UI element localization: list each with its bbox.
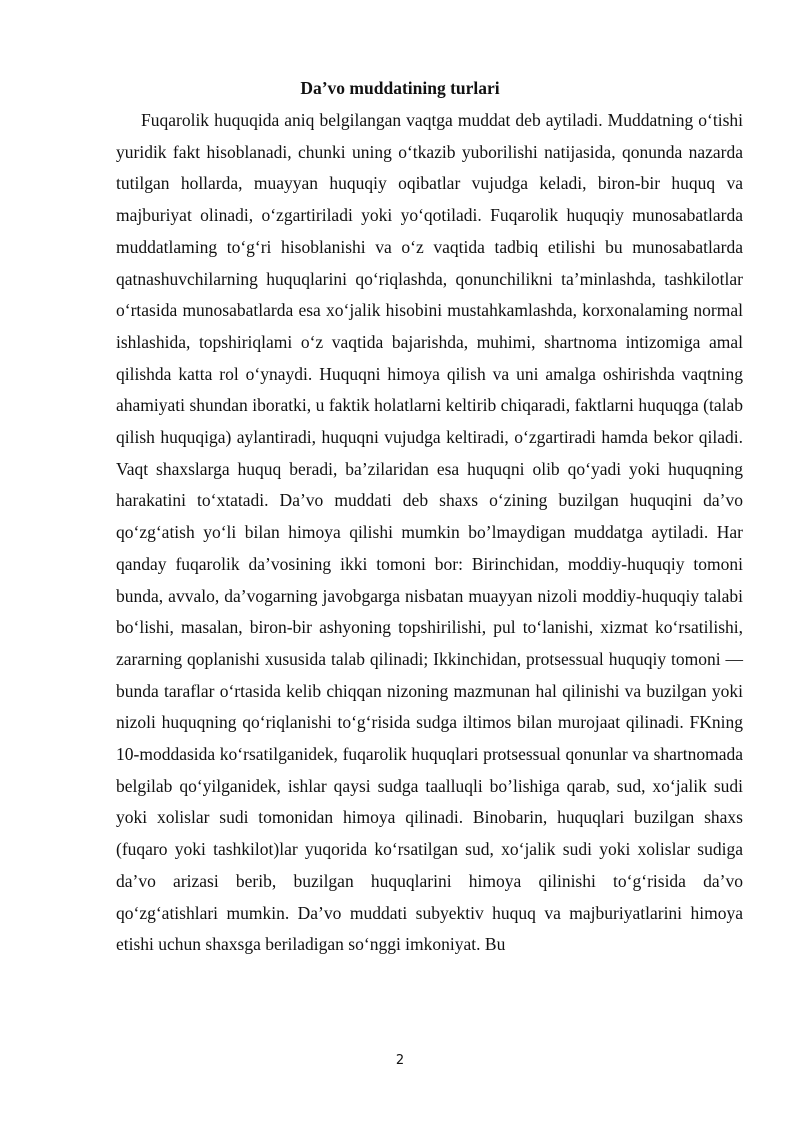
document-title: Da’vo muddatining turlari bbox=[300, 78, 500, 98]
page-number: 2 bbox=[395, 1053, 405, 1068]
body-paragraph: Fuqarolik huquqida aniq belgilangan vaqtga muddat deb aytiladi. Muddatning o‘tishi yuridik fakt hisoblanadi, chunki uning o‘tkazib yuborilishi natijasida, qonunda nazarda tutilgan hollarda, muayyan huquqiy oqibatlar vujudga keladi, biron-bir huquq va majburiyat olinadi, o‘zgartiriladi yoki yo‘qotiladi. Fuqarolik huquqiy munosabatlarda muddatlaming to‘g‘ri hisoblanishi va o‘z vaqtida tadbiq etilishi bu munosabatlarda qatnashuvchilarning huquqlarini qo‘riqlashda, qonunchilikni ta’minlashda, tashkilotlar o‘rtasida munosabatlarda esa xo‘jalik hisobini mustahkamlashda, korxonalaming normal ishlashida, topshiriqlami o‘z vaqtida bajarishda, muhimi, shartnoma intizomiga amal qilishda katta rol o‘ynaydi. Huquqni himoya qilish va uni amalga oshirishda vaqtning ahamiyati shundan iboratki, u faktik holatlarni keltirib chiqaradi, faktlarni huquqga (talab qilish huquqiga) aylantiradi, huquqni vujudga keltiradi, o‘zgartiradi hamda bekor qiladi. Vaqt shaxslarga huquq beradi, ba’zilaridan esa huquqni olib qo‘yadi yoki huquqning harakatini to‘xtatadi. Da’vo muddati deb shaxs o‘zining buzilgan huquqini da’vo qo‘zg‘atish yo‘li bilan himoya qilishi mumkin bo’lmaydigan muddatga aytiladi. Har qanday fuqarolik da’vosining ikki tomoni bor: Birinchidan, moddiy-huquqiy tomoni bunda, avvalo, da’vogarning javobgarga nisbatan muayyan nizoli moddiy-huquqiy talabi bo‘lishi, masalan, biron-bir ashyoning topshirilishi, pul to‘lanishi, xizmat ko‘rsatilishi, zararning qoplanishi xususida talab qilinadi; Ikkinchidan, protsessual huquqiy tomoni — bunda taraflar o‘rtasida kelib chiqqan nizoning mazmunan hal qilinishi va buzilgan yoki nizoli huquqning qo‘riqlanishi to‘g‘risida sudga iltimos bilan murojaat qilinadi. FKning 10-moddasida ko‘rsatilganidek, fuqarolik huquqlari protsessual qonunlar va shartnomada belgilab qo‘yilganidek, ishlar qaysi sudga taalluqli bo’lishiga qarab, sud, xo‘jalik sudi yoki xolislar sudi tomonidan himoya qilinadi. Binobarin, huquqlari buzilgan shaxs (fuqaro yoki tashkilot)lar yuqorida ko‘rsatilgan sud, xo‘jalik sudi yoki xolislar sudiga da’vo arizasi berib, buzilgan huquqlarini himoya qilinishi to‘g‘risida da’vo qo‘zg‘atishlari mumkin. Da’vo muddati subyektiv huquq va majburiyatlarini himoya etishi uchun shaxsga beriladigan so‘nggi imkoniyat. Bu bbox=[116, 110, 743, 955]
